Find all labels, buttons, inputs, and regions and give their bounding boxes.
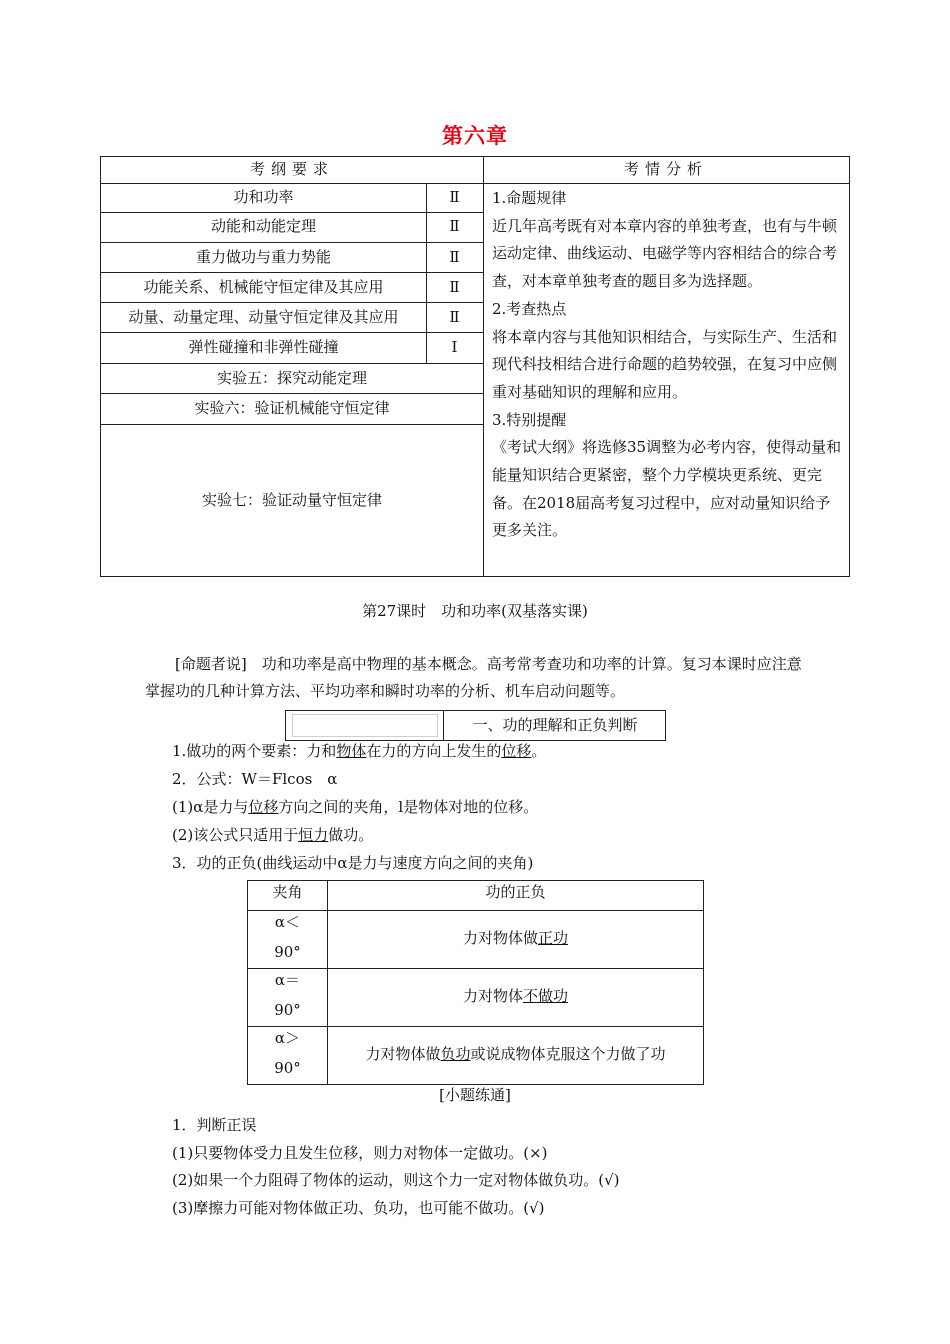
topic-row bbox=[101, 303, 483, 333]
topic-level: Ⅱ bbox=[426, 303, 482, 332]
table-row bbox=[248, 911, 703, 969]
experiment-row bbox=[101, 364, 483, 394]
section-heading: 一、功的理解和正负判断 bbox=[472, 716, 638, 734]
angle-value: 90° bbox=[274, 1059, 301, 1077]
remind-text: 《考试大纲》将选修35调整为必考内容，使得动量和能量知识结合更紧密，整个力学模块更系统、更完备。在2018届高考复习过程中，应对动量知识给予更多关注。 bbox=[492, 438, 842, 540]
sign-cell bbox=[328, 1039, 703, 1069]
rule-title: 1.命题规律 bbox=[492, 189, 567, 207]
formula-text: 2．公式：W＝Flcos α bbox=[172, 770, 338, 788]
point-text: (1)α是力与 bbox=[172, 798, 249, 816]
topic-level: Ⅱ bbox=[426, 213, 482, 242]
judge-item: (2)如果一个力阻碍了物体的运动，则这个力一定对物体做负功。(√) bbox=[172, 1171, 620, 1189]
sign-text: 力对物体 bbox=[462, 987, 523, 1005]
hot-title: 2.考查热点 bbox=[492, 299, 567, 318]
intro-label: [命题者说] bbox=[175, 655, 247, 673]
topic-name: 动能和动能定理 bbox=[210, 217, 316, 235]
sign-underline: 负功 bbox=[440, 1045, 471, 1063]
point-text: 3．功的正负(曲线运动中α是力与速度方向之间的夹角) bbox=[172, 854, 534, 872]
remind-title: 3.特别提醒 bbox=[492, 410, 567, 429]
topic-row bbox=[101, 273, 483, 303]
experiment-row bbox=[101, 425, 483, 576]
topic-level: Ⅰ bbox=[426, 333, 482, 363]
judge-item: (3)摩擦力可能对物体做正功、负功，也可能不做功。(√) bbox=[172, 1198, 545, 1217]
angle-relation: α＞ bbox=[274, 1029, 301, 1047]
sign-underline: 不做功 bbox=[523, 987, 569, 1005]
point-5 bbox=[172, 852, 533, 873]
judge-section bbox=[172, 1112, 620, 1222]
intro-text: 功和功率是高中物理的基本概念。高考常考查功和功率的计算。复习本课时应注意掌握功的几种计算方法、平均功率和瞬时功率的分析、机车启动问题等。 bbox=[145, 655, 802, 700]
table-header-row bbox=[248, 881, 703, 911]
angle-relation: α＝ bbox=[274, 971, 301, 989]
sign-underline: 正功 bbox=[538, 929, 569, 947]
topic-level: Ⅱ bbox=[426, 184, 482, 212]
point-3 bbox=[172, 796, 538, 817]
topic-row bbox=[101, 333, 483, 364]
table-row bbox=[248, 1027, 703, 1084]
topic-name: 重力做功与重力势能 bbox=[195, 248, 331, 266]
point-text: 1.做功的两个要素：力和 bbox=[172, 742, 337, 760]
angle-cell bbox=[248, 911, 327, 961]
experiment-row bbox=[101, 394, 483, 425]
section-heading-blank bbox=[292, 714, 438, 737]
angle-cell bbox=[248, 1027, 327, 1077]
point-underline: 位移 bbox=[501, 742, 532, 760]
point-text: 方向之间的夹角，l是物体对地的位移。 bbox=[278, 798, 539, 816]
point-text: 在力的方向上发生的 bbox=[366, 742, 502, 760]
header-angle: 夹角 bbox=[272, 883, 303, 901]
sign-cell bbox=[328, 981, 703, 1011]
practice-title: [小题练通] bbox=[439, 1086, 511, 1104]
sign-text: 力对物体做 bbox=[365, 1045, 441, 1063]
chapter-title: 第六章 bbox=[442, 124, 508, 148]
table-row bbox=[248, 969, 703, 1027]
analysis-text bbox=[492, 185, 842, 545]
judge-item: (1)只要物体受力且发生位移，则力对物体一定做功。(×) bbox=[172, 1143, 548, 1162]
experiment-name: 实验五：探究动能定理 bbox=[216, 369, 367, 387]
syllabus-column bbox=[101, 157, 484, 576]
sign-cell bbox=[328, 923, 703, 953]
point-2 bbox=[172, 768, 337, 789]
syllabus-header: 考纲要求 bbox=[101, 157, 483, 184]
point-4 bbox=[172, 824, 373, 845]
topic-name: 弹性碰撞和非弹性碰撞 bbox=[188, 338, 339, 356]
sign-text: 或说成物体克服这个力做了功 bbox=[470, 1045, 666, 1063]
section-heading-box bbox=[285, 710, 666, 741]
topic-name: 功能关系、机械能守恒定律及其应用 bbox=[143, 278, 384, 296]
rule-text: 近几年高考既有对本章内容的单独考查，也有与牛顿运动定律、曲线运动、电磁学等内容相结合的综合考查，对本章单独考查的题目多为选择题。 bbox=[492, 216, 838, 291]
topic-level: Ⅱ bbox=[426, 273, 482, 302]
angle-cell bbox=[248, 969, 327, 1019]
lesson-title: 第27课时 功和功率(双基落实课) bbox=[362, 602, 588, 620]
judge-title: 1．判断正误 bbox=[172, 1116, 257, 1134]
exam-overview-table bbox=[100, 156, 850, 577]
topic-row bbox=[101, 243, 483, 273]
point-1 bbox=[172, 740, 546, 761]
intro-paragraph bbox=[145, 651, 805, 705]
experiment-name: 实验六：验证机械能守恒定律 bbox=[194, 399, 390, 417]
topic-name: 功和功率 bbox=[233, 188, 294, 206]
analysis-header: 考情分析 bbox=[483, 157, 849, 184]
angle-value: 90° bbox=[274, 1001, 301, 1019]
experiment-name: 实验七：验证动量守恒定律 bbox=[201, 491, 382, 509]
topic-name: 动量、动量定理、动量守恒定律及其应用 bbox=[128, 308, 399, 326]
analysis-column bbox=[483, 157, 849, 576]
work-sign-table bbox=[247, 880, 704, 1085]
topic-row bbox=[101, 184, 483, 213]
header-sign: 功的正负 bbox=[485, 883, 546, 901]
topic-level: Ⅱ bbox=[426, 243, 482, 272]
point-underline: 位移 bbox=[248, 798, 279, 816]
hot-text: 将本章内容与其他知识相结合，与实际生产、生活和现代科技相结合进行命题的趋势较强，在复习中应侧重对基础知识的理解和应用。 bbox=[492, 327, 838, 401]
angle-relation: α＜ bbox=[274, 913, 301, 931]
point-underline: 物体 bbox=[336, 742, 367, 760]
topic-row bbox=[101, 213, 483, 243]
point-text: 做功。 bbox=[328, 826, 374, 844]
point-underline: 恒力 bbox=[298, 826, 329, 844]
point-text: (2)该公式只适用于 bbox=[172, 826, 299, 844]
point-text: 。 bbox=[531, 742, 547, 760]
sign-text: 力对物体做 bbox=[462, 929, 538, 947]
angle-value: 90° bbox=[274, 943, 301, 961]
